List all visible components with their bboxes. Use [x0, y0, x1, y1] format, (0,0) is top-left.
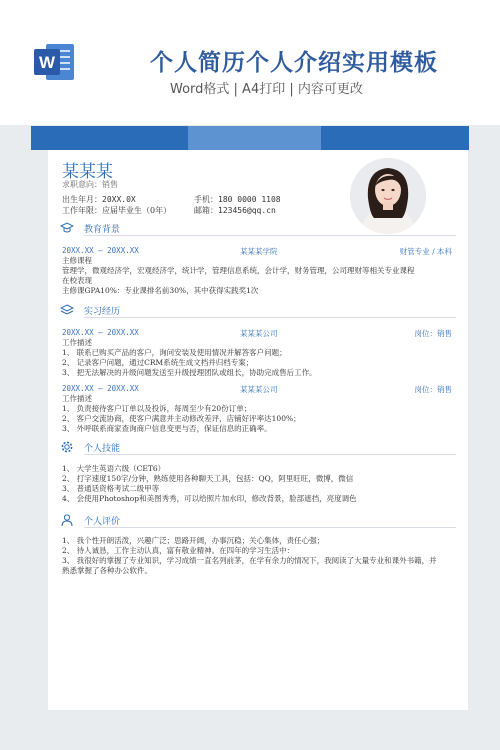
education-line-4: 主修课GPA10%：专业课排名前30%，其中获得实践奖1次 — [62, 286, 259, 295]
job1-period: 20XX.XX – 20XX.XX — [62, 328, 139, 337]
section-divider — [84, 317, 456, 318]
email-label: 邮箱： — [194, 206, 218, 215]
gear-icon — [60, 440, 74, 454]
job2-company: 某某某公司 — [240, 385, 278, 394]
phone-label: 手机： — [194, 195, 218, 204]
birth-label: 出生年月： — [62, 195, 102, 204]
job1-desc: 工作描述 — [62, 338, 92, 347]
education-line-2: 管理学，微观经济学，宏观经济学，统计学，管理信息系统，会计学，财务管理，公司理财等相关专业课程 — [62, 266, 415, 275]
education-line-3: 在校表现 — [62, 276, 92, 285]
list-item: 3、 我很好的掌握了专业知识，学习成绩一直名列前茅，在学有余力的情况下，我阅读了大量专业和课外书籍，并 — [62, 556, 437, 565]
education-header — [62, 246, 452, 255]
education-title: 教育背景 — [84, 225, 121, 235]
graduation-cap-icon — [60, 221, 74, 235]
list-item: 3、 把无法解决的升级问题发送至升级授理团队或组长，协助完成售后工作。 — [62, 368, 317, 377]
job1-company: 某某某公司 — [240, 329, 278, 338]
list-item: 2、 打字速度150字/分钟，熟练使用各种聊天工具，包括：QQ，阿里旺旺，微博，微信 — [62, 474, 354, 483]
list-item: 3、 外呼联系商家查询商户信息变更与否，保证信息的正确率。 — [62, 424, 272, 433]
job2-details — [62, 394, 454, 434]
list-item: 2、 待人诚恳，工作主动认真，富有敬业精神。在四年的学习生活中： — [62, 546, 295, 555]
list-item: 3、 普通话资格考试二级甲等 — [62, 484, 160, 493]
section-internship — [60, 302, 456, 318]
list-item: 熟悉掌握了各种办公软件。 — [62, 566, 152, 575]
section-education — [60, 220, 456, 236]
layers-icon — [60, 303, 74, 317]
education-major: 财管专业 / 本科 — [399, 247, 452, 256]
list-item: 2、 记录客户问题，通过CRM系统生成文档并归档专案； — [62, 358, 254, 367]
section-divider — [84, 527, 456, 528]
list-item: 1、 负责接待客户订单以及投诉，每周至少有20份订单； — [62, 404, 252, 413]
job1-post: 岗位：销售 — [414, 329, 452, 338]
person-icon — [60, 513, 74, 527]
email-value: 123456@qq.cn — [218, 206, 276, 215]
education-details — [62, 256, 454, 296]
skills-list — [62, 464, 454, 504]
job2-post: 岗位：销售 — [414, 385, 452, 394]
education-line-1: 主修课程 — [62, 256, 92, 265]
birth-info — [62, 194, 136, 205]
job2-header — [62, 384, 452, 393]
promo-header — [0, 0, 500, 125]
resume-name: 某某某 — [62, 162, 113, 182]
promo-title: 个人简历个人介绍实用模板 — [150, 50, 438, 76]
word-logo-icon — [32, 40, 76, 84]
skills-title: 个人技能 — [84, 444, 121, 454]
word-logo-letter: W — [38, 53, 56, 72]
work-years: 工作年限：应届毕业生（0年） — [62, 206, 172, 215]
section-skills — [60, 439, 456, 455]
education-period: 20XX.XX – 20XX.XX — [62, 246, 139, 255]
list-item: 2、 客户交流协商，使客户满意并主动修改差评，店铺好评率达100%； — [62, 414, 301, 423]
job1-details — [62, 338, 454, 378]
phone-value: 180 0000 1108 — [218, 195, 281, 204]
job-intent: 求职意向：销售 — [62, 180, 118, 189]
list-item: 4、 会使用Photoshop和美图秀秀，可以给照片加水印，修改背景，脸部遮挡，亮度调色 — [62, 494, 357, 503]
birth-value: 20XX.0X — [102, 195, 136, 204]
list-item: 1、 大学生英语六级（CET6） — [62, 464, 166, 473]
job2-period: 20XX.XX – 20XX.XX — [62, 384, 139, 393]
education-school: 某某某学院 — [240, 247, 278, 256]
section-evaluation — [60, 512, 456, 528]
section-divider — [84, 235, 456, 236]
list-item: 1、 联系已购买产品的客户，询问安装及使用情况并解答客户问题； — [62, 348, 287, 357]
email-info — [194, 205, 276, 216]
job1-header — [62, 328, 452, 337]
internship-title: 实习经历 — [84, 307, 121, 317]
header-band-accent — [188, 126, 321, 151]
promo-subtitle: Word格式 | A4打印 | 内容可更改 — [170, 82, 363, 97]
phone-info — [194, 194, 281, 205]
section-divider — [84, 454, 456, 455]
list-item: 1、 我个性开朗活泼，兴趣广泛；思路开阔，办事沉稳；关心集体，责任心强； — [62, 536, 325, 545]
job2-desc: 工作描述 — [62, 394, 92, 403]
evaluation-list — [62, 536, 454, 576]
resume-page — [48, 150, 468, 710]
evaluation-title: 个人评价 — [84, 517, 121, 527]
